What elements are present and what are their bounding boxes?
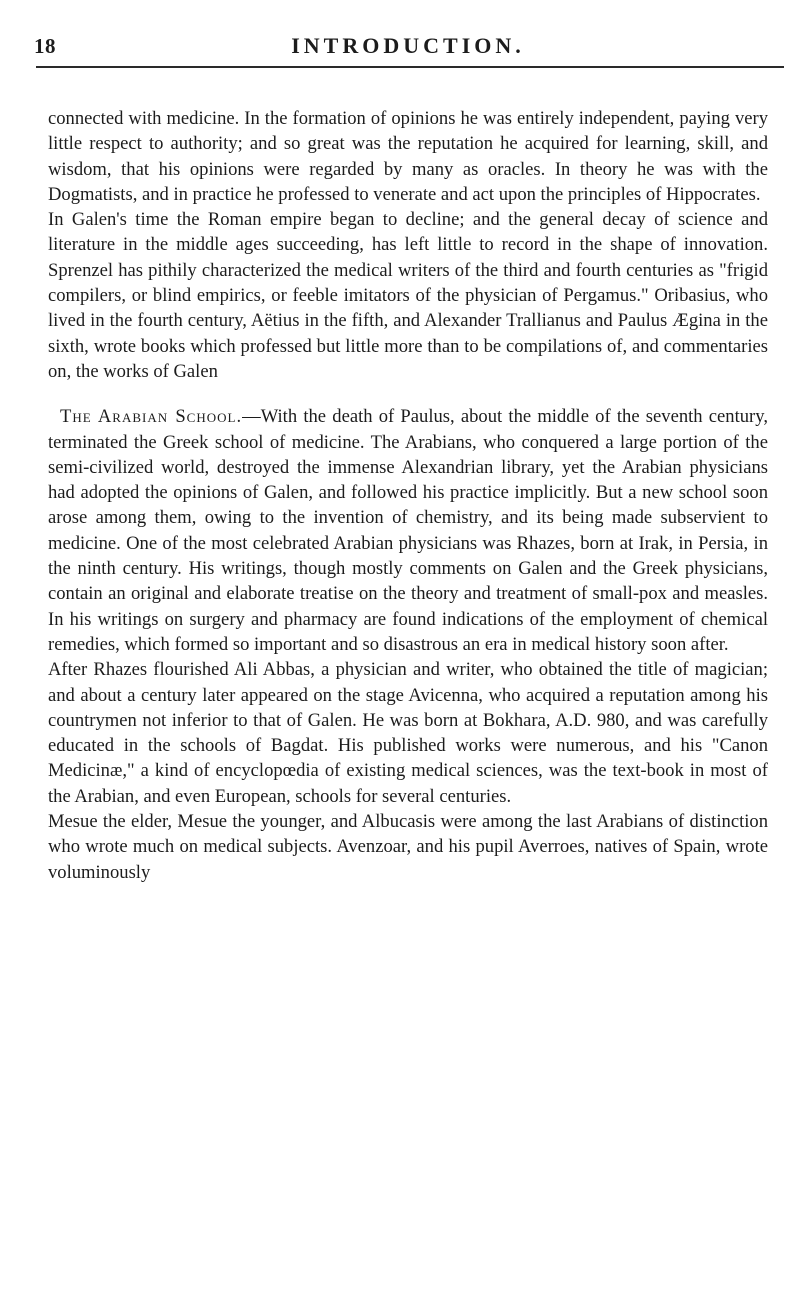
paragraph-1: connected with medicine. In the formation of opinions he was entirely independent, paying very little respect to authority; and so great was the reputation he acquired for learning, skill, and wisdom, that his opinions were regarded by many as oracles. In theory he was with the Dogmatists, and in practice he professed to venerate and act upon the principles of Hippocrates. [48,108,768,205]
page-number: 18 [34,34,56,58]
paragraph-3-text: —With the death of Paulus, about the middle of the seventh century, terminated the Greek school of medicine. The Arabians, who conquered a large portion of the semi-civilized world, destroyed the immense Alexandrian library, yet the Arabian physicians had adopted the opinions of Galen, and followed his practice implicitly. But a new school soon arose among them, owing to the invention of chemistry, and its being made subservient to medicine. One of the most celebrated Arabian physicians was Rhazes, born at Irak, in Persia, in the ninth century. His writings, though mostly comments on Galen and the Greek physicians, contain an original and elaborate treatise on the theory and treatment of small-pox and measles. In his writings on surgery and pharmacy are found indications of the employment of chemical remedies, which formed so important and so disastrous an era in medical history soon after. [48,406,768,655]
page-header [34,30,768,68]
paragraph-4: After Rhazes flourished Ali Abbas, a physician and writer, who obtained the title of magician; and about a century later appeared on the stage Avicenna, who acquired a reputation among his countrymen not inferior to that of Galen. He was born at Bokhara, A.D. 980, and was carefully educated in the schools of Bagdat. His published works were numerous, and his "Canon Medicinæ," a kind of encyclopœdia of existing medical sciences, was the text-book in most of the Arabian, and even European, schools for several centuries. [48,659,768,807]
section-heading: The Arabian School. [60,406,243,428]
running-head: INTRODUCTION. [291,33,525,58]
header-rule [36,66,784,68]
paragraph-2: In Galen's time the Roman empire began to decline; and the general decay of science and literature in the middle ages succeeding, has left little to record in the shape of innovation. Sprenzel has pithily characterized the medical writers of the third and fourth centuries as "frigid compilers, or blind empirics, or feeble imitators of the physician of Pergamus." Oribasius, who lived in the fourth century, Aëtius in the fifth, and Alexander Trallianus and Paulus Ægina in the sixth, wrote books which professed but little more than to be compilations of, and commentaries on, the works of Galen [48,209,768,382]
body-text [48,106,768,885]
paragraph-3 [48,404,768,657]
paragraph-5: Mesue the elder, Mesue the younger, and Albucasis were among the last Arabians of distinction who wrote much on medical subjects. Avenzoar, and his pupil Averroes, natives of Spain, wrote voluminously [48,811,768,883]
book-page [34,30,768,885]
